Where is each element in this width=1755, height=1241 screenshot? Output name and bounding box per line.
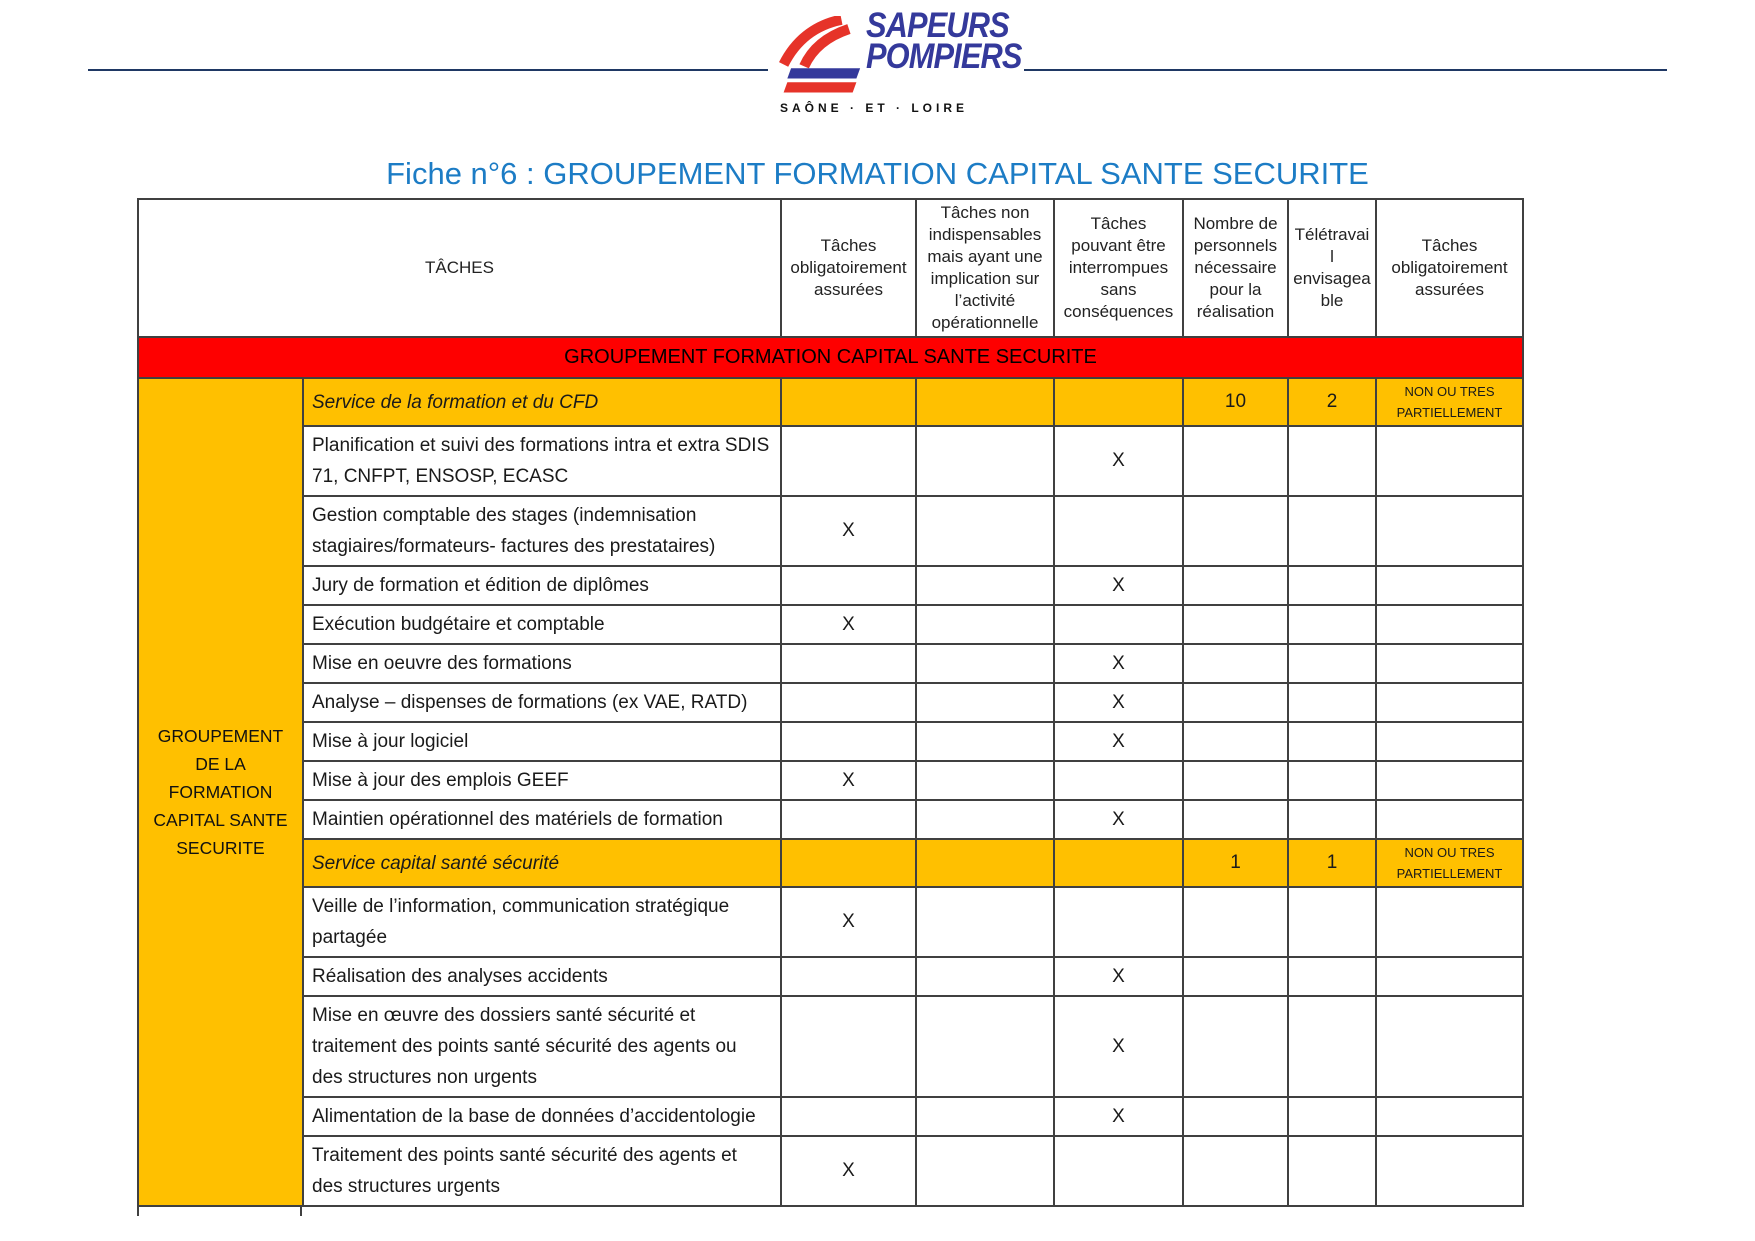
logo-wordmark [866, 6, 1043, 76]
cell-nombre-personnels [1183, 605, 1288, 644]
cell-nombre-personnels [1183, 761, 1288, 800]
cell-nombre-personnels [1183, 683, 1288, 722]
task-label: Veille de l’information, communication stratégique partagée [303, 887, 781, 957]
task-row [138, 996, 1523, 1097]
task-row [138, 426, 1523, 496]
cell-nombre-personnels [1183, 800, 1288, 839]
cell-taches-obligatoires [781, 996, 916, 1097]
cell-taches-obligatoires-2: NON OU TRES PARTIELLEMENT [1376, 839, 1523, 887]
cell-teletravail [1288, 761, 1376, 800]
task-label: Mise en oeuvre des formations [303, 644, 781, 683]
task-row [138, 496, 1523, 566]
cell-taches-interrompues: X [1054, 566, 1183, 605]
cell-taches-interrompues [1054, 1136, 1183, 1206]
cell-taches-interrompues: X [1054, 1097, 1183, 1136]
cell-taches-non-indispensables [916, 957, 1054, 996]
cell-teletravail [1288, 566, 1376, 605]
cell-taches-obligatoires [781, 722, 916, 761]
cell-taches-non-indispensables [916, 1097, 1054, 1136]
sapeurs-pompiers-logo [768, 6, 1024, 115]
cell-taches-non-indispensables [916, 644, 1054, 683]
service-name: Service de la formation et du CFD [303, 378, 781, 426]
cell-teletravail: 1 [1288, 839, 1376, 887]
cell-nombre-personnels [1183, 957, 1288, 996]
cell-nombre-personnels [1183, 1136, 1288, 1206]
cell-teletravail [1288, 722, 1376, 761]
task-row [138, 887, 1523, 957]
task-row [138, 722, 1523, 761]
logo-stripes-icon [778, 16, 862, 98]
cell-taches-obligatoires: X [781, 887, 916, 957]
cell-taches-obligatoires-2 [1376, 683, 1523, 722]
cell-taches-obligatoires-2 [1376, 605, 1523, 644]
cell-taches-obligatoires [781, 800, 916, 839]
cell-taches-non-indispensables [916, 722, 1054, 761]
cell-taches-obligatoires [781, 644, 916, 683]
cell-taches-non-indispensables [916, 496, 1054, 566]
cell-taches-interrompues: X [1054, 996, 1183, 1097]
task-label: Planification et suivi des formations intra et extra SDIS 71, CNFPT, ENSOSP, ECASC [303, 426, 781, 496]
cell-taches-non-indispensables [916, 378, 1054, 426]
cell-teletravail [1288, 800, 1376, 839]
cell-taches-obligatoires: X [781, 496, 916, 566]
service-header-row [138, 378, 1523, 426]
col-header-non-indispensables: Tâches non indispensables mais ayant une implication sur l’activité opérationnelle [916, 199, 1054, 337]
cell-taches-non-indispensables [916, 761, 1054, 800]
task-row [138, 644, 1523, 683]
cell-nombre-personnels [1183, 722, 1288, 761]
cell-teletravail [1288, 996, 1376, 1097]
cell-taches-interrompues [1054, 839, 1183, 887]
col-header-teletravail: Télétravail envisageable [1288, 199, 1376, 337]
task-row [138, 1097, 1523, 1136]
cell-taches-obligatoires-2 [1376, 496, 1523, 566]
cell-taches-non-indispensables [916, 996, 1054, 1097]
cell-taches-interrompues: X [1054, 426, 1183, 496]
section-banner: GROUPEMENT FORMATION CAPITAL SANTE SECURITE [138, 337, 1523, 378]
service-name: Service capital santé sécurité [303, 839, 781, 887]
task-row [138, 683, 1523, 722]
cell-nombre-personnels: 1 [1183, 839, 1288, 887]
cell-taches-obligatoires-2 [1376, 1136, 1523, 1206]
col-header-obligatoires-2: Tâches obligatoirement assurées [1376, 199, 1523, 337]
cell-nombre-personnels [1183, 496, 1288, 566]
cell-taches-interrompues [1054, 378, 1183, 426]
cell-taches-non-indispensables [916, 887, 1054, 957]
cell-taches-obligatoires [781, 378, 916, 426]
cell-teletravail [1288, 426, 1376, 496]
cell-taches-interrompues: X [1054, 800, 1183, 839]
cell-taches-interrompues [1054, 887, 1183, 957]
task-row [138, 1136, 1523, 1206]
cell-teletravail [1288, 644, 1376, 683]
cell-nombre-personnels [1183, 566, 1288, 605]
tasks-table-wrap [137, 198, 1522, 1207]
logo-word-pompiers: POMPIERS [866, 37, 1022, 76]
cell-nombre-personnels: 10 [1183, 378, 1288, 426]
cell-taches-interrompues: X [1054, 644, 1183, 683]
cell-taches-non-indispensables [916, 566, 1054, 605]
task-label: Analyse – dispenses de formations (ex VAE, RATD) [303, 683, 781, 722]
table-body [138, 337, 1523, 1206]
task-label: Maintien opérationnel des matériels de formation [303, 800, 781, 839]
cell-nombre-personnels [1183, 996, 1288, 1097]
cell-taches-obligatoires-2 [1376, 566, 1523, 605]
task-label: Réalisation des analyses accidents [303, 957, 781, 996]
cell-taches-obligatoires-2 [1376, 957, 1523, 996]
cell-taches-obligatoires-2: NON OU TRES PARTIELLEMENT [1376, 378, 1523, 426]
cell-nombre-personnels [1183, 426, 1288, 496]
cell-taches-interrompues [1054, 496, 1183, 566]
task-label: Mise à jour des emplois GEEF [303, 761, 781, 800]
cell-taches-non-indispensables [916, 683, 1054, 722]
cell-teletravail [1288, 957, 1376, 996]
cell-taches-obligatoires [781, 957, 916, 996]
cell-taches-obligatoires-2 [1376, 761, 1523, 800]
cell-teletravail: 2 [1288, 378, 1376, 426]
col-header-interrompues: Tâches pouvant être interrompues sans conséquences [1054, 199, 1183, 337]
col-header-nombre-personnels: Nombre de personnels nécessaire pour la réalisation [1183, 199, 1288, 337]
group-label: GROUPEMENT DE LA FORMATION CAPITAL SANTE SECURITE [138, 378, 303, 1206]
logo-subtitle: SAÔNE · ET · LOIRE [780, 101, 969, 115]
cell-taches-interrompues: X [1054, 683, 1183, 722]
cell-teletravail [1288, 887, 1376, 957]
cell-taches-obligatoires-2 [1376, 722, 1523, 761]
cell-taches-obligatoires-2 [1376, 887, 1523, 957]
task-row [138, 566, 1523, 605]
col-header-taches: TÂCHES [138, 199, 781, 337]
tasks-table [137, 198, 1524, 1207]
cell-teletravail [1288, 496, 1376, 566]
cell-teletravail [1288, 605, 1376, 644]
cell-taches-obligatoires-2 [1376, 1097, 1523, 1136]
cell-taches-obligatoires-2 [1376, 644, 1523, 683]
task-row [138, 800, 1523, 839]
task-label: Jury de formation et édition de diplômes [303, 566, 781, 605]
cell-taches-obligatoires [781, 1097, 916, 1136]
cell-taches-interrompues [1054, 605, 1183, 644]
cell-taches-obligatoires-2 [1376, 426, 1523, 496]
cell-taches-non-indispensables [916, 605, 1054, 644]
cell-taches-obligatoires: X [781, 1136, 916, 1206]
cell-taches-non-indispensables [916, 800, 1054, 839]
task-label: Alimentation de la base de données d’accidentologie [303, 1097, 781, 1136]
cell-taches-interrompues: X [1054, 722, 1183, 761]
section-banner-row [138, 337, 1523, 378]
task-row [138, 761, 1523, 800]
cell-taches-obligatoires [781, 566, 916, 605]
cell-taches-obligatoires: X [781, 761, 916, 800]
cell-taches-non-indispensables [916, 839, 1054, 887]
cell-taches-non-indispensables [916, 426, 1054, 496]
task-label: Exécution budgétaire et comptable [303, 605, 781, 644]
logo-top [778, 6, 1022, 98]
cell-teletravail [1288, 1097, 1376, 1136]
service-header-row [138, 839, 1523, 887]
cell-taches-interrompues: X [1054, 957, 1183, 996]
cell-nombre-personnels [1183, 887, 1288, 957]
cell-taches-non-indispensables [916, 1136, 1054, 1206]
cell-taches-obligatoires [781, 683, 916, 722]
cell-taches-obligatoires: X [781, 605, 916, 644]
cell-nombre-personnels [1183, 644, 1288, 683]
cell-taches-obligatoires [781, 839, 916, 887]
task-label: Gestion comptable des stages (indemnisation stagiaires/formateurs- factures des prestataires) [303, 496, 781, 566]
table-header [138, 199, 1523, 337]
task-label: Traitement des points santé sécurité des agents et des structures urgents [303, 1136, 781, 1206]
col-header-obligatoires: Tâches obligatoirement assurées [781, 199, 916, 337]
cell-taches-obligatoires-2 [1376, 800, 1523, 839]
cell-teletravail [1288, 1136, 1376, 1206]
page-title: Fiche n°6 : GROUPEMENT FORMATION CAPITAL SANTE SECURITE [386, 156, 1369, 191]
cell-taches-interrompues [1054, 761, 1183, 800]
task-label: Mise à jour logiciel [303, 722, 781, 761]
logo-word-sapeurs: SAPEURS [866, 6, 1009, 45]
cell-taches-obligatoires [781, 426, 916, 496]
cell-nombre-personnels [1183, 1097, 1288, 1136]
task-label: Mise en œuvre des dossiers santé sécurité et traitement des points santé sécurité des agents ou des structures non urgents [303, 996, 781, 1097]
cell-taches-obligatoires-2 [1376, 996, 1523, 1097]
task-row [138, 957, 1523, 996]
header-row [138, 199, 1523, 337]
cell-teletravail [1288, 683, 1376, 722]
task-row [138, 605, 1523, 644]
